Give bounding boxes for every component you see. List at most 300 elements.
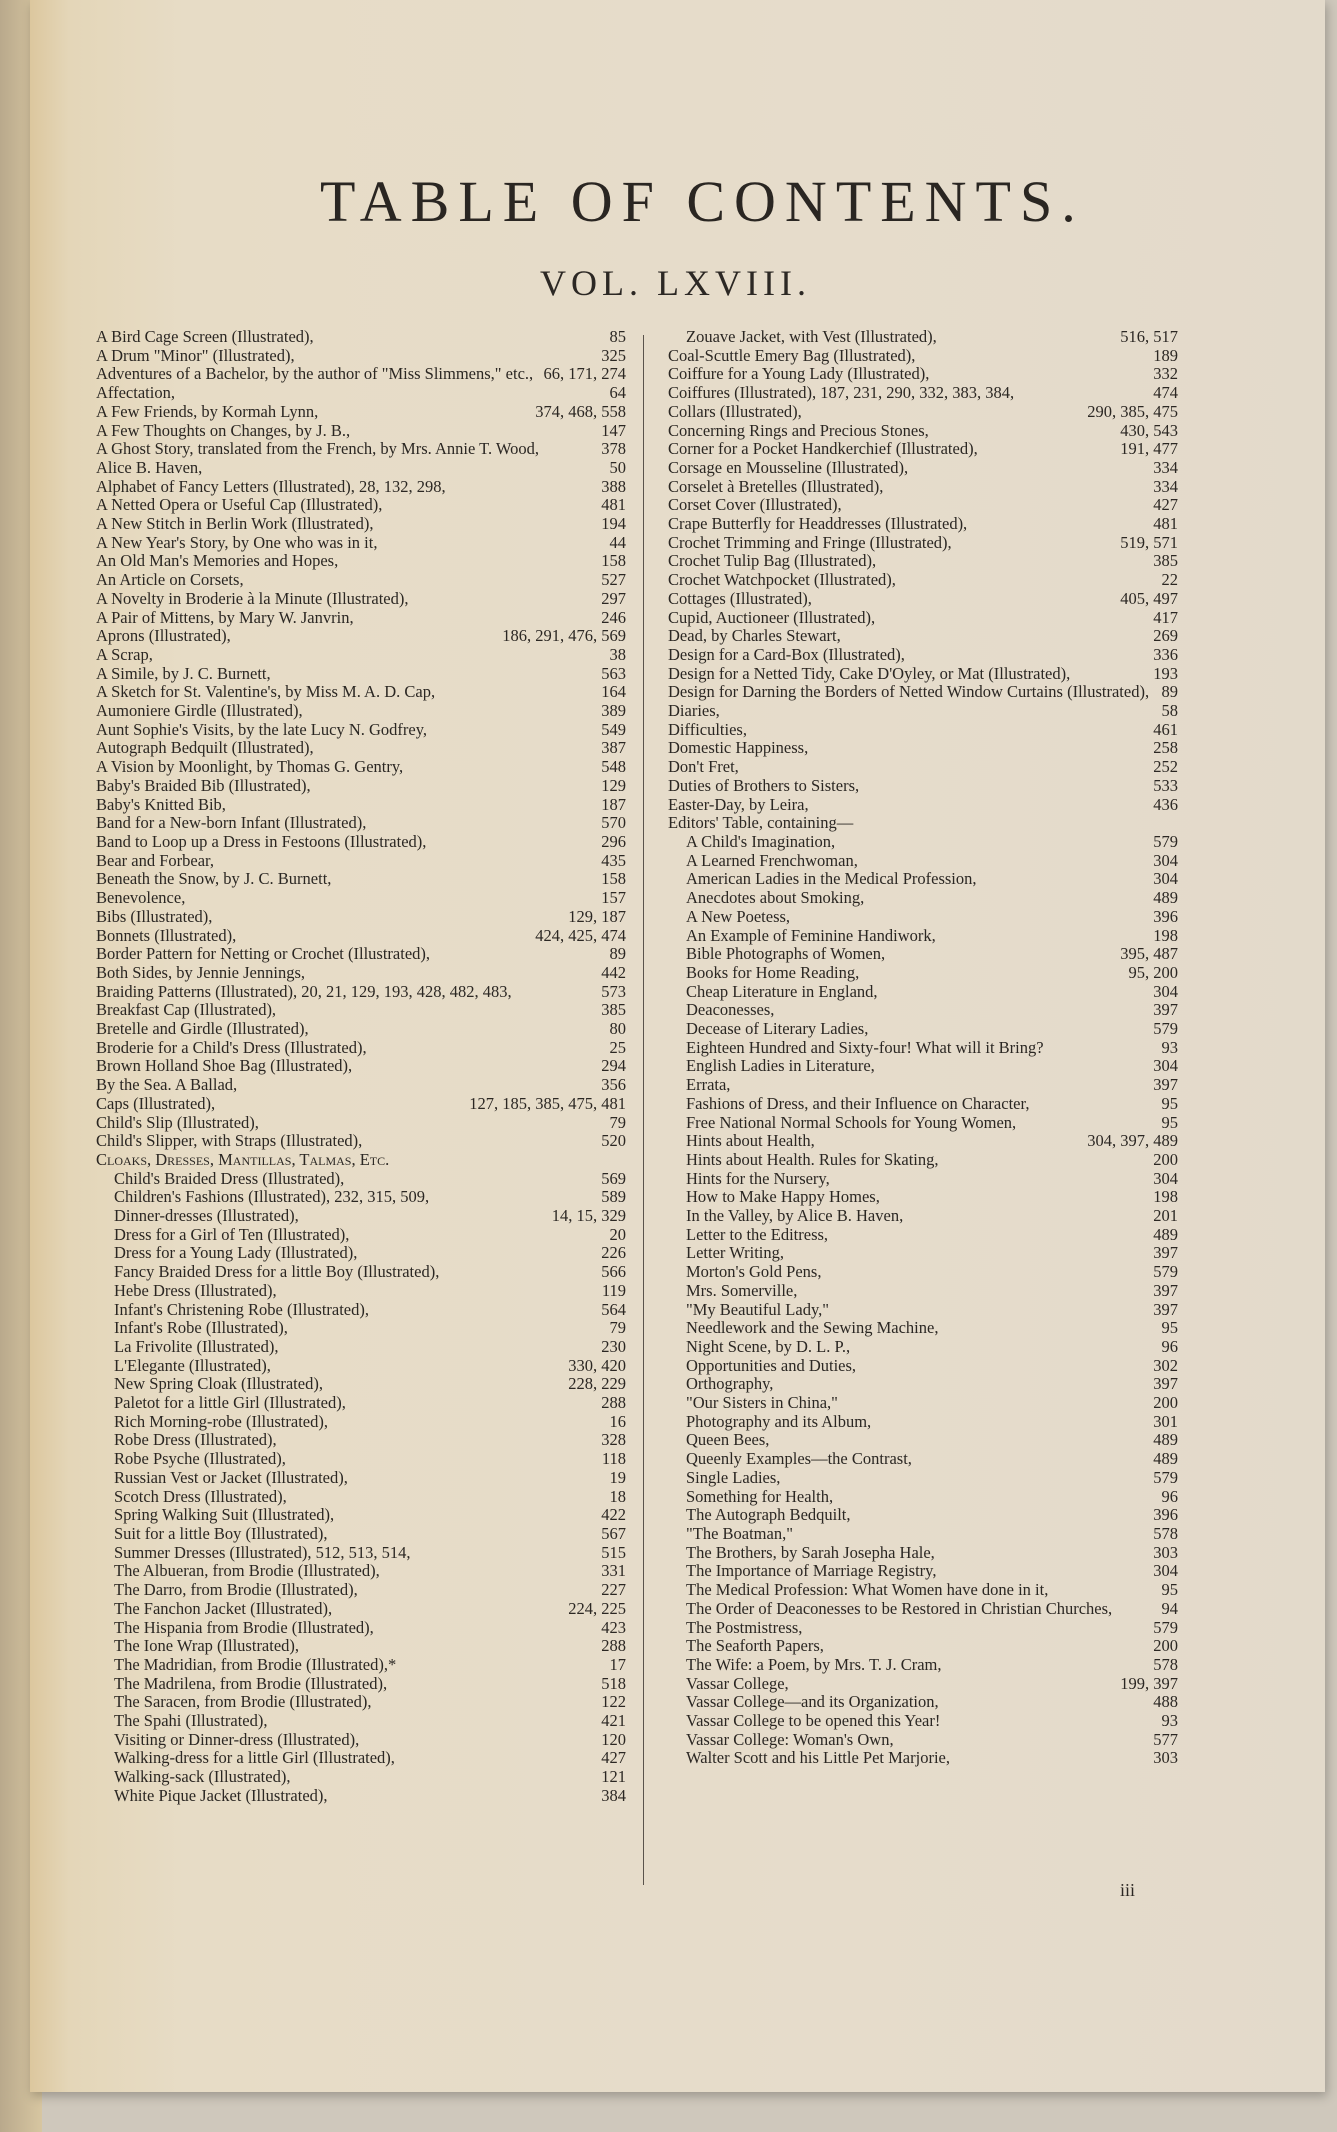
toc-entry-pages: 356 [601,1075,626,1095]
toc-entry-pages: 158 [601,869,626,889]
toc-entry [668,328,1178,347]
page-title: TABLE OF CONTENTS. [320,169,1085,234]
toc-entry [96,590,626,609]
toc-entry-pages: 334 [1153,476,1178,496]
toc-entry [96,1375,626,1394]
toc-entry-title: Crochet Tulip Bag (Illustrated), [668,551,877,571]
toc-entry [96,1357,626,1376]
toc-entry-pages: 330, 420 [568,1355,626,1375]
toc-entry [96,1263,626,1282]
toc-entry [96,1132,626,1151]
toc-entry [668,1693,1178,1712]
toc-entry-title: The Madridian, from Brodie (Illustrated),* [114,1654,397,1674]
toc-entry-pages: 566 [601,1262,626,1282]
toc-entry-title: Hints about Health, [686,1131,815,1151]
toc-entry-pages: 303 [1153,1748,1178,1768]
toc-entry [668,384,1178,403]
toc-entry [668,945,1178,964]
toc-entry [96,777,626,796]
toc-entry [96,328,626,347]
toc-entry-pages: 549 [601,719,626,739]
toc-entry-pages: 199, 397 [1120,1673,1178,1693]
toc-entry [96,927,626,946]
toc-entry [668,552,1178,571]
toc-entry-title: New Spring Cloak (Illustrated), [114,1374,323,1394]
toc-entry-pages: 25 [609,1037,626,1057]
toc-entry [96,870,626,889]
toc-entry [96,515,626,534]
toc-entry-title: Robe Dress (Illustrated), [114,1430,277,1450]
toc-entry [96,665,626,684]
toc-entry-title: The Fanchon Jacket (Illustrated), [114,1598,333,1618]
toc-entry-title: The Importance of Marriage Registry, [686,1561,937,1581]
toc-entry-pages: 570 [601,813,626,833]
toc-entry [96,1619,626,1638]
toc-entry-title: Duties of Brothers to Sisters, [668,775,860,795]
toc-entry-title: The Albueran, from Brodie (Illustrated), [114,1561,380,1581]
toc-entry [668,1675,1178,1694]
toc-entry-pages: 579 [1153,1617,1178,1637]
toc-entry-title: La Frivolite (Illustrated), [114,1336,279,1356]
toc-entry [668,1319,1178,1338]
toc-entry-pages: 129 [601,775,626,795]
toc-entry [96,365,626,384]
toc-entry-title: Corner for a Pocket Handkerchief (Illustrated), [668,439,978,459]
toc-entry-title: Cloaks, Dresses, Mantillas, Talmas, Etc. [96,1149,390,1169]
toc-entry-title: Suit for a little Boy (Illustrated), [114,1524,328,1543]
toc-entry [668,1469,1178,1488]
toc-entry-title: A Ghost Story, translated from the French, by Mrs. Annie T. Wood, [96,439,540,459]
toc-entry [96,1338,626,1357]
toc-entry [668,534,1178,553]
toc-entry-title: Design for a Card-Box (Illustrated), [668,644,905,664]
toc-entry-title: An Example of Feminine Handiwork, [686,925,936,945]
toc-entry-title: Bible Photographs of Women, [686,944,886,964]
toc-entry [668,1338,1178,1357]
toc-entry-title: Spring Walking Suit (Illustrated), [114,1505,335,1525]
toc-entry-title: Deaconesses, [686,1000,775,1020]
toc-entry [96,1544,626,1563]
toc-entry-title: By the Sea. A Ballad, [96,1075,238,1095]
toc-entry-pages: 198 [1153,1187,1178,1207]
toc-entry-pages: 302 [1153,1355,1178,1375]
toc-entry [96,440,626,459]
toc-entry-title: Baby's Knitted Bib, [96,794,226,814]
toc-entry-pages: 96 [1161,1486,1178,1506]
toc-entry-pages: 389 [601,701,626,721]
toc-entry-title: Corsage en Mousseline (Illustrated), [668,457,909,477]
toc-entry-pages: 288 [601,1393,626,1413]
toc-entry-pages: 95 [1161,1112,1178,1132]
toc-entry [668,1132,1178,1151]
toc-entry-title: A New Stitch in Berlin Work (Illustrated), [96,514,374,534]
toc-entry [668,627,1178,646]
toc-entry [668,1506,1178,1525]
toc-entry-pages: 66, 171, 274 [543,364,626,384]
toc-entry-pages: 325 [601,345,626,365]
toc-entry [96,1450,626,1469]
toc-entry-pages: 187 [601,794,626,814]
toc-entry-title: Child's Slip (Illustrated), [96,1112,259,1132]
toc-entry-title: Cupid, Auctioneer (Illustrated), [668,607,876,627]
toc-entry [668,758,1178,777]
toc-entry-pages: 121 [601,1767,626,1787]
toc-entry [96,1488,626,1507]
toc-entry-title: The Order of Deaconesses to be Restored in Christian Churches, [686,1598,1113,1618]
toc-entry-pages: 481 [1153,514,1178,534]
toc-entry-title: An Old Man's Memories and Hopes, [96,551,339,571]
toc-entry [668,1375,1178,1394]
toc-entry-title: Rich Morning-robe (Illustrated), [114,1411,328,1431]
toc-entry-title: "Our Sisters in China," [686,1393,838,1413]
toc-entry-title: Dress for a Girl of Ten (Illustrated), [114,1224,350,1244]
toc-entry-title: A Learned Frenchwoman, [686,850,858,870]
toc-entry-title: Dinner-dresses (Illustrated), [114,1206,299,1226]
toc-entry-title: A Scrap, [96,644,153,664]
toc-entry-title: Crape Butterfly for Headdresses (Illustrated), [668,514,968,534]
toc-entry-pages: 288 [601,1636,626,1656]
toc-entry [96,609,626,628]
toc-entry-pages: 226 [601,1243,626,1263]
toc-entry [668,1544,1178,1563]
toc-entry-title: Letter to the Editress, [686,1224,829,1244]
toc-entry-title: The Autograph Bedquilt, [686,1505,851,1525]
toc-entry-title: Fancy Braided Dress for a little Boy (Illustrated), [114,1262,440,1282]
toc-entry [96,478,626,497]
toc-entry [668,1151,1178,1170]
toc-entry [668,571,1178,590]
toc-entry-pages: 334 [1153,457,1178,477]
toc-entry-title: Morton's Gold Pens, [686,1262,822,1282]
toc-entry-title: Adventures of a Bachelor, by the author of "Miss Slimmens," etc., [96,364,534,384]
toc-entry-title: The Postmistress, [686,1617,803,1637]
toc-entry-title: Free National Normal Schools for Young Women, [686,1112,1017,1132]
toc-entry-pages: 378 [601,439,626,459]
toc-entry [96,627,626,646]
toc-entry [96,1188,626,1207]
toc-entry [96,721,626,740]
toc-entry-pages: 304 [1153,1056,1178,1076]
toc-entry-title: Zouave Jacket, with Vest (Illustrated), [686,327,937,346]
toc-entry [96,983,626,1002]
toc-entry-title: Vassar College: Woman's Own, [686,1729,894,1749]
toc-entry-pages: 515 [601,1542,626,1562]
toc-entry-title: A Child's Imagination, [686,831,836,851]
toc-entry-pages: 405, 497 [1120,588,1178,608]
toc-entry-title: Scotch Dress (Illustrated), [114,1486,287,1506]
toc-entry-pages: 579 [1153,1019,1178,1039]
toc-entry-pages: 548 [601,757,626,777]
toc-entry-title: The Hispania from Brodie (Illustrated), [114,1617,374,1637]
toc-entry-pages: 198 [1153,925,1178,945]
toc-entry-title: Queenly Examples—the Contrast, [686,1449,912,1469]
toc-entry [96,1207,626,1226]
toc-entry-pages: 489 [1153,1449,1178,1469]
toc-entry-title: Vassar College to be opened this Year! [686,1711,941,1731]
toc-entry-pages: 127, 185, 385, 475, 481 [469,1093,626,1113]
toc-entry-title: Summer Dresses (Illustrated), 512, 513, 514, [114,1542,411,1562]
toc-entry [668,1413,1178,1432]
toc-entry [668,1357,1178,1376]
toc-entry [668,739,1178,758]
toc-entry [668,1170,1178,1189]
toc-entry [668,1282,1178,1301]
toc-entry [96,1656,626,1675]
toc-entry [668,1114,1178,1133]
toc-entry [668,777,1178,796]
toc-entry-title: Decease of Literary Ladies, [686,1019,869,1039]
toc-entry-title: Brown Holland Shoe Bag (Illustrated), [96,1056,353,1076]
toc-entry [96,1600,626,1619]
toc-entry-pages: 569 [601,1168,626,1188]
toc-entry-pages: 533 [1153,775,1178,795]
toc-entry-pages: 303 [1153,1542,1178,1562]
toc-entry-title: A Few Friends, by Kormah Lynn, [96,401,319,421]
toc-entry-pages: 567 [601,1524,626,1543]
toc-entry [668,908,1178,927]
toc-entry [96,459,626,478]
toc-entry-title: Infant's Robe (Illustrated), [114,1318,288,1338]
column-divider [643,335,644,1885]
toc-entry-pages: 332 [1153,364,1178,384]
toc-entry-title: Autograph Bedquilt (Illustrated), [96,738,314,758]
toc-entry-pages: 157 [601,888,626,908]
toc-entry-pages: 397 [1153,1243,1178,1263]
toc-entry-title: Night Scene, by D. L. P., [686,1336,851,1356]
toc-entry-pages: 227 [601,1580,626,1600]
toc-entry [96,1039,626,1058]
toc-entry-title: Benevolence, [96,888,186,908]
toc-entry [668,852,1178,871]
toc-entry-pages: 527 [601,570,626,590]
toc-entry-pages: 578 [1153,1524,1178,1543]
toc-entry-pages: 427 [1153,495,1178,515]
toc-entry-title: Visiting or Dinner-dress (Illustrated), [114,1729,360,1749]
toc-entry-pages: 89 [609,944,626,964]
toc-entry-pages: 95, 200 [1128,962,1178,982]
toc-entry-pages: 269 [1153,626,1178,646]
toc-entry-pages: 58 [1161,701,1178,721]
toc-entry-pages: 158 [601,551,626,571]
toc-entry-title: The Seaforth Papers, [686,1636,824,1656]
toc-entry-title: Hints for the Nursery, [686,1168,830,1188]
toc-entry-title: Hebe Dress (Illustrated), [114,1280,277,1300]
toc-entry [96,347,626,366]
toc-entry-pages: 20 [609,1224,626,1244]
toc-entry-pages: 296 [601,831,626,851]
toc-entry-pages: 481 [601,495,626,515]
toc-entry-title: L'Elegante (Illustrated), [114,1355,271,1375]
toc-entry [668,496,1178,515]
toc-entry-title: A Simile, by J. C. Burnett, [96,663,271,683]
toc-entry [96,739,626,758]
toc-entry-title: A New Poetess, [686,906,791,926]
toc-entry-title: Breakfast Cap (Illustrated), [96,1000,277,1020]
toc-entry [96,908,626,927]
toc-entry-pages: 94 [1161,1598,1178,1618]
toc-entry-pages: 395, 487 [1120,944,1178,964]
toc-entry-title: A Novelty in Broderie à la Minute (Illustrated), [96,588,409,608]
toc-entry-pages: 230 [601,1336,626,1356]
toc-entry-pages: 194 [601,514,626,534]
toc-entry-pages: 79 [609,1318,626,1338]
toc-entry-pages: 397 [1153,1280,1178,1300]
toc-entry-title: Bonnets (Illustrated), [96,925,237,945]
toc-entry-pages: 304 [1153,1561,1178,1581]
toc-entry-pages: 461 [1153,719,1178,739]
toc-entry-title: Infant's Christening Robe (Illustrated), [114,1299,370,1319]
toc-entry-title: A New Year's Story, by One who was in it, [96,532,378,552]
toc-entry [668,422,1178,441]
toc-entry-title: Domestic Happiness, [668,738,809,758]
toc-entry-title: A Bird Cage Screen (Illustrated), [96,327,314,346]
toc-entry-pages: 85 [609,327,626,346]
toc-entry [668,964,1178,983]
toc-entry-pages: 384 [601,1785,626,1805]
toc-entry-title: American Ladies in the Medical Profession, [686,869,977,889]
toc-entry [668,1637,1178,1656]
toc-entry [96,945,626,964]
toc-entry-pages: 564 [601,1299,626,1319]
toc-entry-pages: 385 [1153,551,1178,571]
toc-entry [668,1562,1178,1581]
toc-entry-pages: 164 [601,682,626,702]
toc-entry [668,683,1178,702]
toc-entry [668,665,1178,684]
toc-entry-title: Something for Health, [686,1486,834,1506]
toc-entry [668,1076,1178,1095]
toc-entry-pages: 14, 15, 329 [551,1206,626,1226]
toc-entry-pages: 129, 187 [568,906,626,926]
toc-entry [96,534,626,553]
toc-entry-title: A Vision by Moonlight, by Thomas G. Gentry, [96,757,404,777]
toc-entry-pages: 397 [1153,1000,1178,1020]
toc-entry-title: Dead, by Charles Stewart, [668,626,841,646]
toc-entry-title: Coiffures (Illustrated), 187, 231, 290, 332, 383, 384, [668,383,1015,403]
toc-entry [668,1450,1178,1469]
toc-entry-title: Aunt Sophie's Visits, by the late Lucy N. Godfrey, [96,719,428,739]
toc-entry-title: The Medical Profession: What Women have done in it, [686,1580,1049,1600]
toc-entry-title: A Netted Opera or Useful Cap (Illustrated), [96,495,383,515]
toc-entry [668,1581,1178,1600]
toc-entry-pages: 200 [1153,1393,1178,1413]
toc-entry-pages: 200 [1153,1149,1178,1169]
toc-entry-title: Hints about Health. Rules for Skating, [686,1149,939,1169]
toc-entry [668,814,1178,833]
toc-entry [668,870,1178,889]
toc-entry [96,1562,626,1581]
toc-entry-pages: 191, 477 [1120,439,1178,459]
toc-entry-title: "The Boatman," [686,1524,793,1543]
toc-entry-title: Baby's Braided Bib (Illustrated), [96,775,311,795]
toc-entry-title: Walter Scott and his Little Pet Marjorie, [686,1748,950,1768]
toc-entry-pages: 387 [601,738,626,758]
toc-entry [96,833,626,852]
toc-entry [668,1301,1178,1320]
toc-entry [668,1394,1178,1413]
toc-entry [96,1731,626,1750]
toc-entry [96,1151,626,1170]
toc-entry [96,683,626,702]
toc-entry-pages: 385 [601,1000,626,1020]
toc-entry-pages: 19 [609,1467,626,1487]
toc-entry-title: Bear and Forbear, [96,850,214,870]
toc-entry [96,964,626,983]
toc-entry-pages: 301 [1153,1411,1178,1431]
toc-entry-title: White Pique Jacket (Illustrated), [114,1785,328,1805]
toc-entry-title: Diaries, [668,701,720,721]
toc-entry [96,1020,626,1039]
toc-entry [668,1095,1178,1114]
toc-entry-pages: 258 [1153,738,1178,758]
toc-entry [96,1637,626,1656]
toc-entry-pages: 489 [1153,1224,1178,1244]
toc-entry [668,702,1178,721]
toc-entry-pages: 436 [1153,794,1178,814]
toc-entry-title: The Saracen, from Brodie (Illustrated), [114,1692,372,1712]
toc-entry [96,796,626,815]
toc-entry [96,1749,626,1768]
toc-entry [96,1525,626,1544]
toc-entry-pages: 435 [601,850,626,870]
toc-entry-pages: 396 [1153,906,1178,926]
toc-entry-pages: 147 [601,420,626,440]
toc-entry-title: Books for Home Reading, [686,962,860,982]
toc-entry-title: English Ladies in Literature, [686,1056,875,1076]
toc-entry-pages: 186, 291, 476, 569 [502,626,626,646]
toc-entry-pages: 579 [1153,831,1178,851]
toc-entry [96,889,626,908]
toc-entry [96,384,626,403]
toc-entry-title: Crochet Watchpocket (Illustrated), [668,570,896,590]
toc-entry [96,1394,626,1413]
toc-entry [668,646,1178,665]
toc-entry-title: The Brothers, by Sarah Josepha Hale, [686,1542,935,1562]
toc-entry-pages: 489 [1153,1430,1178,1450]
toc-entry [668,347,1178,366]
toc-entry [96,1506,626,1525]
toc-entry [96,1057,626,1076]
toc-entry-pages: 93 [1161,1711,1178,1731]
toc-entry-title: The Wife: a Poem, by Mrs. T. J. Cram, [686,1654,942,1674]
toc-entry-pages: 304 [1153,850,1178,870]
toc-entry-pages: 304 [1153,1168,1178,1188]
left-contents-column [96,328,626,1806]
toc-entry [668,1244,1178,1263]
toc-entry-title: Editors' Table, containing— [668,813,854,833]
toc-entry [96,1787,626,1806]
toc-entry-pages: 79 [609,1112,626,1132]
toc-entry-title: Border Pattern for Netting or Crochet (Illustrated), [96,944,431,964]
toc-entry-pages: 228, 229 [568,1374,626,1394]
toc-entry-pages: 474 [1153,383,1178,403]
toc-entry-title: An Article on Corsets, [96,570,244,590]
toc-entry-pages: 423 [601,1617,626,1637]
toc-entry [668,365,1178,384]
toc-entry-pages: 331 [601,1561,626,1581]
toc-entry-pages: 95 [1161,1580,1178,1600]
toc-entry-pages: 579 [1153,1467,1178,1487]
toc-entry [96,422,626,441]
toc-entry-title: Cheap Literature in England, [686,981,878,1001]
toc-entry [96,1712,626,1731]
toc-entry-pages: 577 [1153,1729,1178,1749]
toc-entry-title: Dress for a Young Lady (Illustrated), [114,1243,358,1263]
right-contents-column [668,328,1178,1768]
toc-entry-title: Fashions of Dress, and their Influence on Character, [686,1093,1030,1113]
toc-entry [96,1319,626,1338]
toc-entry [668,1057,1178,1076]
